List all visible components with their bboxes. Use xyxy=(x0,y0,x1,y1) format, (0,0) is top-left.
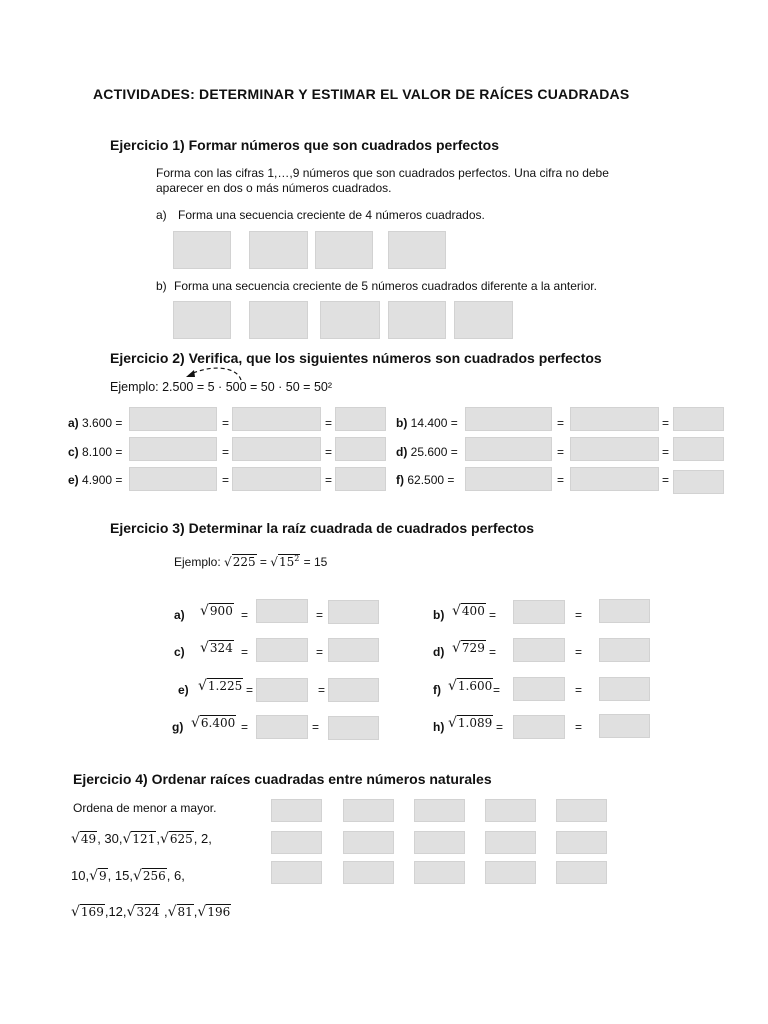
exercise-4-line-2 xyxy=(71,868,185,884)
equals-sign: = xyxy=(241,608,249,622)
equals-sign: = xyxy=(575,645,583,659)
exercise-2-heading: Ejercicio 2) Verifica, que los siguientes números son cuadrados perfectos xyxy=(110,350,602,366)
equals-sign: = xyxy=(575,683,583,697)
answer-box-2c-3[interactable] xyxy=(335,437,386,461)
radicand-exponent: 2 xyxy=(294,554,300,563)
answer-box-2a-3[interactable] xyxy=(335,407,386,431)
exercise-3e-radical xyxy=(198,678,243,694)
answer-box-1b-3[interactable] xyxy=(320,301,380,339)
answer-box-3d-1[interactable] xyxy=(513,638,565,662)
equals-sign: = xyxy=(493,683,501,697)
exercise-3f-letter: f) xyxy=(433,683,441,697)
answer-box-2a-2[interactable] xyxy=(232,407,321,431)
exercise-2d-label xyxy=(396,445,458,459)
radical-sign: √ xyxy=(159,831,169,847)
radicand: 400 xyxy=(461,604,485,618)
exercise-3d-letter: d) xyxy=(433,645,445,659)
radical-sign: √ xyxy=(191,715,200,731)
answer-box-2c-2[interactable] xyxy=(232,437,321,461)
radical-sign: √ xyxy=(448,715,457,731)
answer-box-4-r2-c1[interactable] xyxy=(271,831,322,854)
radicand: 625 xyxy=(169,832,193,846)
exercise-3e-letter: e) xyxy=(178,683,189,697)
equals-sign: = xyxy=(318,683,326,697)
exercise-1a-marker: a) xyxy=(156,208,167,222)
exercise-3a-radical xyxy=(200,603,234,619)
equals-sign: = xyxy=(575,608,583,622)
radicand: 121 xyxy=(132,832,156,846)
radicand: 324 xyxy=(209,641,233,655)
answer-box-3h-2[interactable] xyxy=(599,714,650,738)
exercise-2c-label xyxy=(68,445,122,459)
answer-box-4-r3-c5[interactable] xyxy=(556,861,607,884)
answer-box-4-r1-c4[interactable] xyxy=(485,799,536,822)
exercise-3h-radical xyxy=(448,715,493,731)
answer-box-2a-1[interactable] xyxy=(129,407,217,431)
answer-box-2b-1[interactable] xyxy=(465,407,552,431)
radical-sign: √ xyxy=(122,831,132,847)
separator: , xyxy=(156,831,160,846)
equals-sign: = xyxy=(662,445,670,459)
exercise-2e-label xyxy=(68,473,122,487)
radicand: 6.400 xyxy=(200,716,236,730)
answer-box-2f-2[interactable] xyxy=(570,467,659,491)
radical-sign: √ xyxy=(198,678,207,694)
equals-sign: = xyxy=(489,608,497,622)
equals-sign: = xyxy=(325,416,333,430)
radicand: 900 xyxy=(209,604,233,618)
equals-sign: = xyxy=(241,645,249,659)
radical-sign: √ xyxy=(89,868,98,884)
item-letter: f) xyxy=(396,473,404,487)
radical-sign: √ xyxy=(452,603,461,619)
radical-sign: √ xyxy=(126,904,136,920)
item-value: 14.400 = xyxy=(410,416,458,430)
radical-sign: √ xyxy=(448,678,457,694)
separator: , 30, xyxy=(97,831,123,846)
item-letter: a) xyxy=(68,416,79,430)
separator: , xyxy=(193,904,198,919)
answer-box-3e-2[interactable] xyxy=(328,678,379,702)
radicand: 81 xyxy=(177,905,193,919)
exercise-3a-letter: a) xyxy=(174,608,185,622)
answer-box-3d-2[interactable] xyxy=(599,638,650,662)
answer-box-1a-1[interactable] xyxy=(173,231,231,269)
answer-box-4-r3-c2[interactable] xyxy=(343,861,394,884)
radical-sign: √ xyxy=(452,640,461,656)
exercise-4-line-1 xyxy=(71,831,212,847)
answer-box-2d-2[interactable] xyxy=(570,437,659,461)
item-letter: d) xyxy=(396,445,408,459)
equals-sign: = xyxy=(222,445,230,459)
answer-box-3a-1[interactable] xyxy=(256,599,308,623)
exercise-3-example: Ejemplo: $√225 = √15^2 = 15$ xyxy=(174,554,328,569)
equals-sign: = xyxy=(312,720,320,734)
radicand: 1.089 xyxy=(457,716,493,730)
equals-sign: = xyxy=(241,720,249,734)
radical-sign: √ xyxy=(71,831,80,847)
equals-sign: = xyxy=(557,445,565,459)
answer-box-3f-2[interactable] xyxy=(599,677,650,701)
exercise-4-line-3 xyxy=(71,904,231,920)
radicand: 1.225 xyxy=(207,679,243,693)
separator: , xyxy=(160,904,168,919)
item-value: 25.600 = xyxy=(410,445,458,459)
exercise-4-intro: Ordena de menor a mayor. xyxy=(73,801,217,815)
item-letter: c) xyxy=(68,445,79,459)
number: 10, xyxy=(71,868,90,883)
answer-box-3b-1[interactable] xyxy=(513,600,565,624)
answer-box-3e-1[interactable] xyxy=(256,678,308,702)
exercise-2a-label xyxy=(68,416,122,430)
radicand: 196 xyxy=(207,905,231,919)
answer-box-4-r2-c2[interactable] xyxy=(343,831,394,854)
radicand: 324 xyxy=(136,905,160,919)
exercise-3h-letter: h) xyxy=(433,720,445,734)
answer-box-1a-4[interactable] xyxy=(388,231,446,269)
answer-box-2e-3[interactable] xyxy=(335,467,386,491)
answer-box-2c-1[interactable] xyxy=(129,437,217,461)
exercise-2f-label xyxy=(396,473,454,487)
equals-sign: = xyxy=(325,445,333,459)
radicand xyxy=(278,554,300,569)
equals-sign: = xyxy=(222,416,230,430)
answer-box-4-r2-c4[interactable] xyxy=(485,831,536,854)
equals-sign: = xyxy=(662,416,670,430)
answer-box-1a-3[interactable] xyxy=(315,231,373,269)
radical-sign: √ xyxy=(224,555,232,569)
answer-box-2f-3[interactable] xyxy=(673,470,724,494)
item-value: 3.600 = xyxy=(82,416,123,430)
item-letter: b) xyxy=(396,416,408,430)
exercise-3g-letter: g) xyxy=(172,720,184,734)
answer-box-1b-2[interactable] xyxy=(249,301,308,339)
radicand: 49 xyxy=(80,832,97,846)
radicand: 729 xyxy=(461,641,485,655)
answer-box-1b-4[interactable] xyxy=(388,301,446,339)
radical-sign: √ xyxy=(132,868,142,884)
answer-box-4-r1-c1[interactable] xyxy=(271,799,322,822)
example-radical-2 xyxy=(270,554,300,569)
exercise-1b-text: Forma una secuencia creciente de 5 números cuadrados diferente a la anterior. xyxy=(174,279,597,293)
answer-box-1a-2[interactable] xyxy=(249,231,308,269)
equals-sign: = xyxy=(662,473,670,487)
answer-box-3c-2[interactable] xyxy=(328,638,379,662)
answer-box-2d-3[interactable] xyxy=(673,437,724,461)
exercise-1-intro-line-1: Forma con las cifras 1,…,9 números que son cuadrados perfectos. Una cifra no debe xyxy=(156,166,609,180)
answer-box-2b-2[interactable] xyxy=(570,407,659,431)
answer-box-4-r1-c5[interactable] xyxy=(556,799,607,822)
exercise-3b-radical xyxy=(452,603,486,619)
answer-box-3g-2[interactable] xyxy=(328,716,379,740)
answer-box-4-r3-c3[interactable] xyxy=(414,861,465,884)
example-result: = 15 xyxy=(303,555,328,569)
separator: , 6, xyxy=(166,868,185,883)
radical-sign: √ xyxy=(270,555,278,569)
answer-box-4-r3-c1[interactable] xyxy=(271,861,322,884)
answer-box-2e-2[interactable] xyxy=(232,467,321,491)
item-value: 8.100 = xyxy=(82,445,123,459)
answer-box-4-r3-c4[interactable] xyxy=(485,861,536,884)
exercise-3c-letter: c) xyxy=(174,645,185,659)
equals-sign: = xyxy=(575,720,583,734)
answer-box-1b-5[interactable] xyxy=(454,301,513,339)
exercise-1-intro-line-2: aparecer en dos o más números cuadrados. xyxy=(156,181,392,195)
radicand-base: 15 xyxy=(278,555,295,569)
exercise-1b-marker: b) xyxy=(156,279,167,293)
exercise-4-heading: Ejercicio 4) Ordenar raíces cuadradas entre números naturales xyxy=(73,771,492,787)
answer-box-2b-3[interactable] xyxy=(673,407,724,431)
separator: , 15, xyxy=(107,868,133,883)
radicand: 256 xyxy=(142,869,166,883)
answer-box-4-r1-c3[interactable] xyxy=(414,799,465,822)
equals-sign: = xyxy=(325,473,333,487)
answer-box-3a-2[interactable] xyxy=(328,600,379,624)
exercise-3-heading: Ejercicio 3) Determinar la raíz cuadrada de cuadrados perfectos xyxy=(110,520,535,536)
equals-sign: = xyxy=(246,683,254,697)
page-title: ACTIVIDADES: DETERMINAR Y ESTIMAR EL VALOR DE RAÍCES CUADRADAS xyxy=(93,86,630,102)
exercise-1a-text: Forma una secuencia creciente de 4 números cuadrados. xyxy=(178,208,485,222)
answer-box-4-r2-c5[interactable] xyxy=(556,831,607,854)
exercise-3g-radical xyxy=(191,715,236,731)
exercise-3b-letter: b) xyxy=(433,608,445,622)
radical-sign: √ xyxy=(200,640,209,656)
answer-box-3f-1[interactable] xyxy=(513,677,565,701)
item-letter: e) xyxy=(68,473,79,487)
radicand: 169 xyxy=(80,905,104,919)
item-value: 4.900 = xyxy=(82,473,123,487)
example-label: Ejemplo: xyxy=(174,555,221,569)
answer-box-2d-1[interactable] xyxy=(465,437,552,461)
equals-sign: = xyxy=(316,608,324,622)
separator: , 2, xyxy=(193,831,212,846)
radical-sign: √ xyxy=(197,904,207,920)
radical-sign: √ xyxy=(167,904,177,920)
answer-box-3h-1[interactable] xyxy=(513,715,565,739)
equals-sign: = xyxy=(496,720,504,734)
answer-box-3c-1[interactable] xyxy=(256,638,308,662)
answer-box-4-r2-c3[interactable] xyxy=(414,831,465,854)
radical-sign: √ xyxy=(200,603,209,619)
equals-sign: = xyxy=(316,645,324,659)
answer-box-2f-1[interactable] xyxy=(465,467,552,491)
answer-box-3g-1[interactable] xyxy=(256,715,308,739)
radicand: 1.600 xyxy=(457,679,493,693)
answer-box-1b-1[interactable] xyxy=(173,301,231,339)
radicand: 9 xyxy=(99,869,107,883)
exercise-1-heading: Ejercicio 1) Formar números que son cuadrados perfectos xyxy=(110,137,499,153)
answer-box-3b-2[interactable] xyxy=(599,599,650,623)
exercise-3c-radical xyxy=(200,640,234,656)
example-radical-1 xyxy=(224,554,257,569)
radicand: 225 xyxy=(232,555,256,569)
equals-sign: = xyxy=(557,473,565,487)
exercise-3d-radical xyxy=(452,640,486,656)
separator: ,12, xyxy=(104,904,127,919)
equals-sign: = xyxy=(222,473,230,487)
exercise-2-example: Ejemplo: 2.500 = 5 · 500 = 50 · 50 = 50² xyxy=(110,380,333,394)
radical-sign: √ xyxy=(71,904,80,920)
equals-sign: = xyxy=(557,416,565,430)
equals-sign: = xyxy=(489,645,497,659)
item-value: 62.500 = xyxy=(407,473,455,487)
exercise-3f-radical xyxy=(448,678,493,694)
exercise-2b-label xyxy=(396,416,458,430)
answer-box-4-r1-c2[interactable] xyxy=(343,799,394,822)
answer-box-2e-1[interactable] xyxy=(129,467,217,491)
